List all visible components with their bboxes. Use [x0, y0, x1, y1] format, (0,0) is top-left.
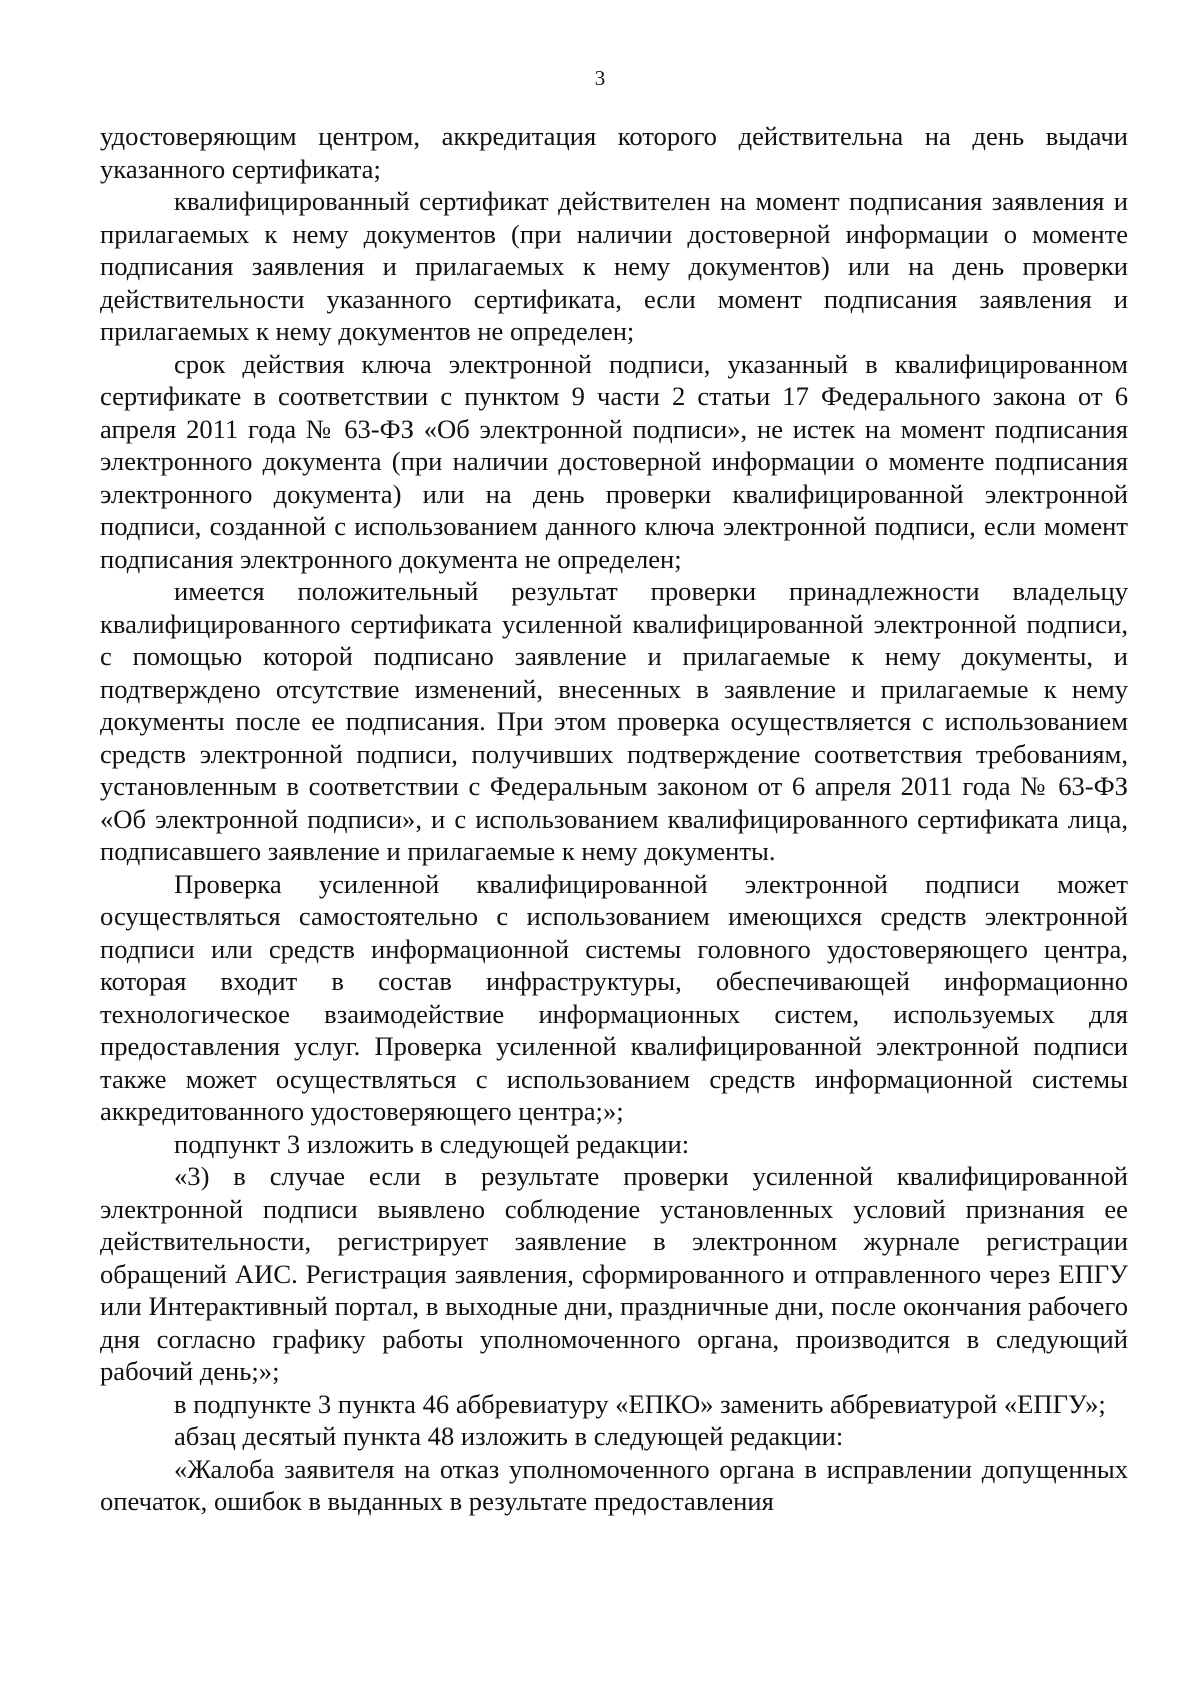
page-number: 3 [594, 66, 606, 90]
paragraph-continuation: удостоверяющим центром, аккредитация которого действительна на день выдачи указанного сертификата; [100, 121, 1128, 184]
paragraph-subpoint-3-text: «3) в случае если в результате проверки усиленной квалифицированной электронной подписи выявлено соблюдение установленных условий признания ее действительности, регистрирует заявление в электронном журнале регистрации обращений АИС. Регистрация заявления, сформированного и отправленного через ЕПГУ или Интерактивный портал, в выходные дни, праздничные дни, после окончания рабочего дня согласно графику работы уполномоченного органа, производится в следующий рабочий день;»; [100, 1161, 1128, 1386]
paragraph-point-48-intro: абзац десятый пункта 48 изложить в следующей редакции: [174, 1421, 844, 1451]
document-body [100, 120, 1128, 1518]
paragraph-subpoint-3-intro: подпункт 3 изложить в следующей редакции: [174, 1128, 690, 1159]
paragraph-ownership-check: имеется положительный результат проверки принадлежности владельцу квалифицированного сертификата усиленной квалифицированной электронной подписи, с помощью которой подписано заявление и прилагаемые к нему документы, и подтверждено отсутствие изменений, внесенных в заявление и прилагаемые к нему документы после ее подписания. При этом проверка осуществляется с использованием средств электронной подписи, получивших подтверждение соответствия требованиям, установленным в соответствии с Федеральным законом от 6 апреля 2011 года № 63-ФЗ «Об электронной подписи», и с использованием квалифицированного сертификата лица, подписавшего заявление и прилагаемые к нему документы. [100, 576, 1128, 866]
paragraph-certificate-valid: квалифицированный сертификат действителен на момент подписания заявления и прилагаемых к нему документов (при наличии достоверной информации о моменте подписания заявления и прилагаемых к нему документов) или на день проверки действительности указанного сертификата, если момент подписания заявления и прилагаемых к нему документов не определен; [100, 186, 1128, 346]
paragraph-signature-verification: Проверка усиленной квалифицированной электронной подписи может осуществляться самостоятельно с использованием имеющихся средств электронной подписи или средств информационной системы головного удостоверяющего центра, которая входит в состав инфраструктуры, обеспечивающей информационно технологическое взаимодействие информационных систем, используемых для предоставления услуг. Проверка усиленной квалифицированной электронной подписи также может осуществляться с использованием средств информационной системы аккредитованного удостоверяющего центра;»; [100, 868, 1128, 1126]
paragraph-subpoint-46: в подпункте 3 пункта 46 аббревиатуру «ЕПКО» заменить аббревиатурой «ЕПГУ»; [174, 1388, 1106, 1419]
paragraph-complaint: «Жалоба заявителя на отказ уполномоченного органа в исправлении допущенных опечаток, ошибок в выданных в результате предоставления [100, 1453, 1128, 1516]
paragraph-key-validity: срок действия ключа электронной подписи, указанный в квалифицированном сертификате в соответствии с пунктом 9 части 2 статьи 17 Федерального закона от 6 апреля 2011 года № 63-ФЗ «Об электронной подписи», не истек на момент подписания электронного документа (при наличии достоверной информации о моменте подписания электронного документа) или на день проверки квалифицированной электронной подписи, созданной с использованием данного ключа электронной подписи, если момент подписания электронного документа не определен; [100, 348, 1128, 574]
